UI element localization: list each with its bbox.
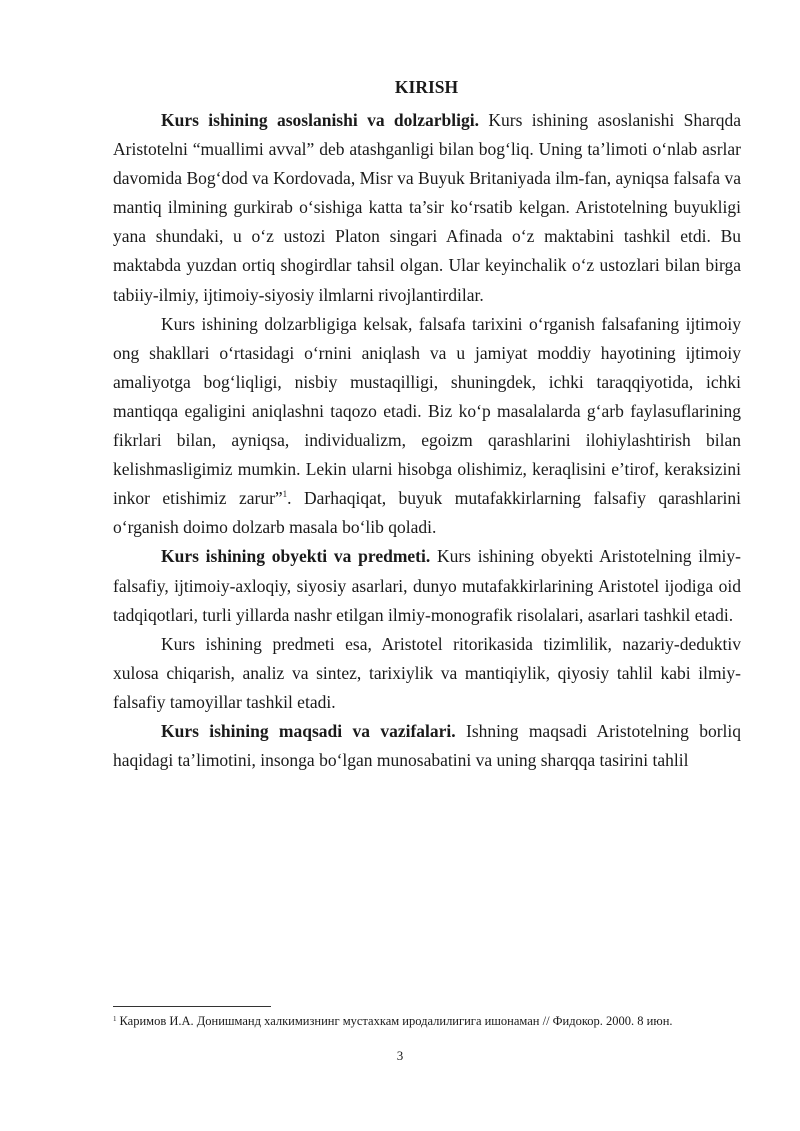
paragraph-lead: Kurs ishining asoslanishi va dolzarbligi. [161, 110, 479, 130]
paragraph-text: Kurs ishining predmeti esa, Aristotel ritorikasida tizimlilik, nazariy-deduktiv xulosa chiqarish, analiz va sintez, tarixiylik va mantiqiylik, qiyosiy tahlil kabi ilmiy-falsafiy tamoyillar tashkil etadi. [113, 633, 741, 712]
footnote-reference[interactable]: 1 [282, 489, 288, 500]
paragraph-text: Ishning maqsadi Aristotelning borliq haqidagi ta’limotini, insonga bo‘lgan munosabatini va uning sharqqa tasirini tahlil [113, 720, 742, 771]
paragraph-lead: Kurs ishining obyekti va predmeti. [161, 546, 431, 567]
page-number: 3 [396, 1048, 404, 1063]
paragraph-relevance [113, 310, 741, 543]
paragraph-object-subject [113, 542, 741, 629]
footnote-marker: 1 [113, 1015, 117, 1023]
footnote-separator [113, 1006, 271, 1007]
footnote-text: Каримов И.А. Донишманд халкимизнинг мустахкам иродалилигига ишонаман // Фидокор. 2000. 8 июн. [119, 1014, 673, 1028]
body-text [113, 106, 741, 775]
paragraph-subject [113, 630, 741, 717]
section-heading: KIRISH [394, 77, 459, 97]
paragraph-text-continued: . Darhaqiqat, buyuk mutafakkirlarning falsafiy qarashlarini o‘rganish doimo dolzarb masala bo‘lib qoladi. [113, 488, 741, 538]
paragraph-relevance-basis [113, 106, 741, 310]
paragraph-goals-tasks [113, 717, 741, 775]
paragraph-text: Kurs ishining dolzarbligiga kelsak, falsafa tarixini o‘rganish falsafaning ijtimoiy ong shakllari o‘rtasidagi o‘rnini aniqlash va u jamiyat moddiy hayotining ijtimoiy amaliyotga bog‘liqligi, nisbiy mustaqilligi, shuningdek, ichki taraqqiyotida, ichki mantiqqa egaligini aniqlashni taqozo etadi. Biz ko‘p masalalarda g‘arb faylasuflarining fikrlari bilan, ayniqsa, individualizm, egoizm qarashlarini ilohiylashtirish bilan kelishmasligimiz mumkin. Lekin ularni hisobga olishimiz, keraqlisini e’tirof, keraksizini inkor etishimiz zarur” [113, 313, 741, 509]
footnote [113, 1013, 741, 1029]
paragraph-text: Kurs ishining obyekti Aristotelning ilmiy-falsafiy, ijtimoiy-axloqiy, siyosiy asarlari, dunyo mutafakkirlarining Aristotel ijodiga oid tadqiqotlari, turli yillarda nashr etilgan ilmiy-monografik risolalari, asarlari tashkil etadi. [113, 546, 741, 625]
paragraph-text: Kurs ishining asoslanishi Sharqda Aristotelni “muallimi avval” deb atashganligi bilan bog‘liq. Uning ta’limoti o‘nlab asrlar davomida Bog‘dod va Kordovada, Misr va Buyuk Britaniyada ilm-fan, ayniqsa falsafa va mantiq ilmining gurkirab o‘sishiga katta ta’sir ko‘rsatib kelgan. Aristotelning buyukligi yana shundaki, u o‘z ustozi Platon singari Afinada o‘z maktabini tashkil etdi. Bu maktabda yuzdan ortiq shogirdlar tahsil olgan. Ular keyinchalik o‘z ustozlari bilan birga tabiiy-ilmiy, ijtimoiy-siyosiy ilmlarni rivojlantirdilar. [113, 110, 741, 305]
paragraph-lead: Kurs ishining maqsadi va vazifalari. [161, 720, 456, 741]
